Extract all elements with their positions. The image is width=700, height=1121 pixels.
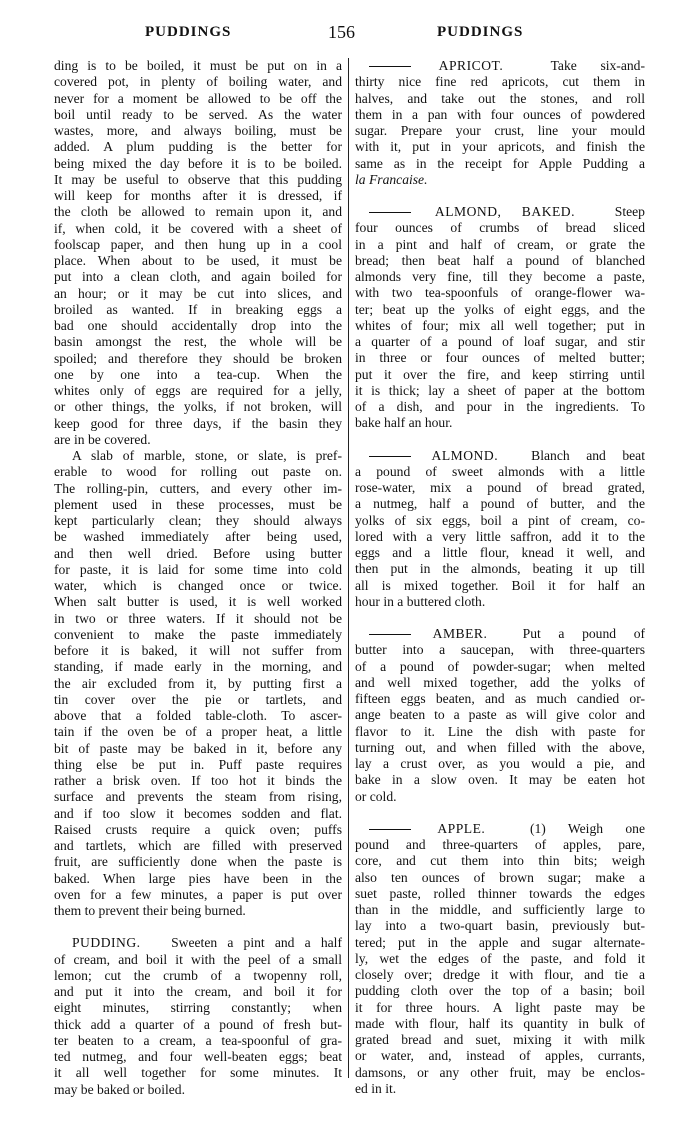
text-line: water, which is changed once or twice.: [54, 578, 342, 593]
recipe-first-line: [54, 935, 342, 951]
text-line: convenient to make the paste immediately: [54, 626, 342, 642]
text-line: for paste, it is laid for some time into cold: [54, 561, 342, 577]
text-line: a nutmeg, half a pound of butter, and the: [355, 496, 645, 512]
text-line: being mixed the day before it is to be boiled.: [54, 155, 342, 171]
text-line: yolks of six eggs, boil a pint of cream, co-: [355, 512, 645, 528]
text-line: closely over; dredge it with flour, and tie a: [355, 967, 645, 982]
recipe-entry-apple: [355, 821, 645, 1097]
recipe-first-line: [355, 448, 645, 464]
text-line: the air excluded from it, by putting first a: [54, 675, 342, 691]
text-line: bread; then beat half a pound of blanched: [355, 252, 645, 268]
text-line: them in a pan with four ounces of powdered: [355, 106, 645, 122]
text-line: pudding cloth over the top of a basin; boil: [355, 983, 645, 999]
recipe-first-line: [355, 204, 645, 220]
recipe-first-line-text: Put a pound of: [522, 626, 646, 641]
text-line: lored with a very little saffron, add it to the: [355, 528, 645, 544]
text-line: thirty nice fine red apricots, cut them in: [355, 74, 645, 90]
text-line: kept particularly clean; they should always: [54, 513, 342, 528]
text-line: in two or three waters. If it should not be: [54, 610, 342, 626]
text-line: added. A plum pudding is the better for: [54, 139, 342, 155]
recipe-entry-amber: [355, 626, 645, 805]
text-line: an hour; or it may be cut into slices, and: [54, 285, 342, 301]
ditto-dash: [369, 212, 411, 213]
text-line: keep good for three days, if the basin they: [54, 415, 342, 431]
text-line: of a dish, and pour in the ingredients. To: [355, 399, 645, 414]
text-line: of cream, and boil it with the peel of a small: [54, 951, 342, 967]
recipe-first-line: [355, 58, 645, 74]
text-line: ding is to be boiled, it must be put on in a: [54, 58, 342, 73]
text-line: or other things, the yolks, if not broken, will: [54, 399, 342, 415]
text-line: lemon; cut the crumb of a twopenny roll,: [54, 967, 342, 983]
text-line: rose-water, mix a pound of bread grated,: [355, 480, 645, 495]
text-line: whites of four; mix all well together; put in: [355, 317, 645, 333]
text-line: lay into a two-quart basin, previously but-: [355, 918, 645, 934]
text-line: place. When about to be used, it must be: [54, 253, 342, 268]
text-line: The rolling-pin, cutters, and every other im-: [54, 480, 342, 496]
text-line: grated bread and suet, mixing it with milk: [355, 1032, 645, 1047]
text-line: it is thick; lay a sheet of paper at the bottom: [355, 382, 645, 398]
text-line: never for a moment be allowed to be off the: [54, 90, 342, 106]
text-line: be washed immediately after being used,: [54, 529, 342, 545]
text-line: bake half an hour.: [355, 415, 453, 431]
text-line: a quarter of a pound of loaf sugar, and stir: [355, 334, 645, 349]
text-line: of a pound of powder-sugar; when melted: [355, 658, 645, 674]
recipe-entry-almond: [355, 448, 645, 611]
recipe-first-line: [355, 626, 645, 642]
text-line: surface and prevents the steam from rising,: [54, 789, 342, 805]
text-line: them to prevent their being burned.: [54, 903, 246, 918]
text-line: covered pot, in plenty of boiling water, and: [54, 74, 342, 90]
text-line: made with flour, half its quantity in bulk of: [355, 1015, 645, 1031]
recipe-entry-apricot: [355, 58, 645, 188]
text-line: put it over the fire, and keep stirring until: [355, 366, 645, 382]
text-line: spoiled; and therefore they should be broken: [54, 350, 342, 366]
text-line: all is mixed together. Boil it for half an: [355, 577, 645, 593]
text-line: sugar. Prepare your crust, line your mould: [355, 123, 645, 138]
running-head-right: PUDDINGS: [437, 24, 524, 40]
recipe-first-line-text: (1) Weigh one: [529, 820, 646, 836]
text-line: four ounces of crumbs of bread sliced: [355, 220, 645, 236]
text-line: and if too slow it becomes sodden and flat.: [54, 805, 342, 821]
text-line: same as in the receipt for Apple Pudding a: [355, 155, 645, 171]
text-line: bake in a slow oven. It may be eaten hot: [355, 772, 645, 788]
text-line: ter; beat up the yolks of eight eggs, and the: [355, 301, 645, 317]
recipe-entry-pudding: [54, 935, 342, 1098]
recipe-entry-almond-baked: [355, 204, 645, 432]
recipe-title: ALMOND.: [431, 447, 499, 463]
text-line: pound and three-quarters of apples, pare,: [355, 837, 645, 852]
slab-paragraph: [54, 448, 342, 919]
text-line: ter beaten to a cream, a tea-spoonful of gra-: [54, 1032, 342, 1048]
text-line: oven for a few minutes, a paper is put over: [54, 886, 342, 902]
ditto-dash: [369, 66, 411, 67]
text-line: than in the middle, and sufficiently large to: [355, 902, 645, 917]
text-line: fifteen eggs beaten, and as much candied or-: [355, 691, 645, 706]
text-line: erable to wood for rolling out paste on.: [54, 464, 342, 480]
text-line: put into a clean cloth, and again boiled for: [54, 269, 342, 285]
text-line: fruit, are sufficiently done when the paste is: [54, 854, 342, 870]
text-line: ted nutmeg, and four well-beaten eggs; beat: [54, 1049, 342, 1064]
text-line: foolscap paper, and then hung up in a cool: [54, 236, 342, 252]
text-line: eight minutes, stirring constantly; when: [54, 1000, 342, 1016]
text-line: the cloth be allowed to remain upon it, and: [54, 204, 342, 220]
recipe-first-line-text: Sweeten a pint and a half: [171, 935, 342, 951]
recipe-first-line: [355, 821, 645, 837]
text-line: tered; put in the apple and sugar alternate-: [355, 934, 645, 950]
text-line: are in be covered.: [54, 431, 151, 447]
text-line: tin cover over the pie or tartlets, and: [54, 691, 342, 707]
text-line: halves, and take out the stones, and roll: [355, 90, 645, 106]
text-line: ly, wet the edges of the paste, and fold it: [355, 950, 645, 966]
text-line: turning out, and when filled with the above,: [355, 739, 645, 755]
text-line: ange beaten to a paste as will give color and: [355, 707, 645, 723]
text-line: it for three hours. A light paste may be: [355, 999, 645, 1015]
text-line: When salt butter is used, it is well worked: [54, 594, 342, 610]
text-line: Raised crusts require a quick oven; puffs: [54, 821, 342, 837]
text-line: baked. When large pies have been in the: [54, 870, 342, 886]
text-line: broiled as wanted. If in breaking eggs a: [54, 301, 342, 317]
recipe-title: ALMOND, BAKED.: [434, 204, 576, 219]
recipe-title: APPLE.: [437, 820, 486, 836]
italic-line: [355, 172, 645, 188]
text-line: bad one should accidentally drop into the: [54, 318, 342, 333]
continued-pudding-paragraph: [54, 58, 342, 448]
text-line: then put in the almonds, beating it up till: [355, 561, 645, 577]
text-line: boil until ready to be served. As the water: [54, 106, 342, 122]
text-line: butter into a saucepan, with three-quarters: [355, 642, 645, 658]
recipe-first-line-text: Blanch and beat: [531, 447, 645, 463]
text-line: damsons, or any other fruit, may be enclos-: [355, 1064, 645, 1080]
text-line: plement used in these processes, must be: [54, 496, 342, 512]
text-line: standing, if made early in the morning, and: [54, 659, 342, 675]
ditto-dash: [369, 829, 411, 830]
text-line: with two tea-spoonfuls of orange-flower wa-: [355, 285, 645, 301]
recipe-first-line-text: Take six-and-: [550, 58, 645, 73]
text-line: a pound of sweet almonds with a little: [355, 463, 645, 479]
text-line: It may be useful to observe that this pudding: [54, 171, 342, 187]
running-head: [0, 24, 700, 46]
page-number: 156: [328, 22, 355, 42]
text-line: eggs and a little flour, knead it well, and: [355, 545, 645, 560]
ditto-dash: [369, 634, 411, 635]
text-line: in three or four ounces of melted butter;: [355, 350, 645, 366]
text-line: and then well dried. Before using butter: [54, 545, 342, 561]
text-line: thick add a quarter of a pound of fresh but-: [54, 1016, 342, 1032]
text-line: also ten ounces of brown sugar; make a: [355, 869, 645, 885]
ditto-dash: [369, 456, 411, 457]
text-line: or cold.: [355, 788, 397, 804]
text-line: if, when cold, it be covered with a sheet of: [54, 220, 342, 236]
text-line: above that a folded table-cloth. To ascer-: [54, 708, 342, 723]
text-line: flavor to it. Line the dish with paste for: [355, 723, 645, 739]
text-line: hour in a buttered cloth.: [355, 593, 486, 609]
text-line: A slab of marble, stone, or slate, is pref-: [72, 448, 342, 463]
text-line: in a pint and half of cream, or grate the: [355, 236, 645, 252]
text-line: ed in it.: [355, 1080, 397, 1096]
text-line: and tartlets, which are filled with preserved: [54, 838, 342, 853]
text-line: or water, and, instead of apples, currants,: [355, 1048, 645, 1064]
left-column: [54, 58, 342, 1098]
recipe-title: APRICOT.: [438, 58, 504, 73]
text-line: and put it into the cream, and boil it for: [54, 984, 342, 999]
running-head-left: PUDDINGS: [145, 24, 232, 40]
right-column: [355, 58, 645, 1097]
text-line: tain if the oven be of a proper heat, a little: [54, 724, 342, 740]
recipe-title: AMBER.: [432, 626, 488, 641]
recipe-title: PUDDING.: [72, 935, 141, 951]
text-line: rather a brisk oven. If too hot it binds the: [54, 773, 342, 788]
column-divider: [348, 58, 349, 1078]
text-line: almonds very fine, till they become a paste,: [355, 269, 645, 284]
text-line: suet paste, rolled thinner towards the edges: [355, 885, 645, 901]
text-line: and well mixed together, add the yolks of: [355, 674, 645, 690]
text-line: will keep for months after it is dressed, if: [54, 188, 342, 203]
text-line: thing else be put in. Puff paste requires: [54, 756, 342, 772]
text-line: bit of paste may be baked in it, before any: [54, 740, 342, 756]
text-line: one by one into a tea-cup. When the: [54, 366, 342, 382]
recipe-first-line-text: Steep: [614, 204, 645, 219]
text-line: whites only of eggs are required for a jelly,: [54, 383, 342, 398]
text-line: may be baked or boiled.: [54, 1081, 185, 1097]
text-line: with it, put in your apricots, and finish the: [355, 139, 645, 155]
text-line: it all well together for some minutes. It: [54, 1065, 342, 1081]
text-line: basin amongst the rest, the whole will be: [54, 334, 342, 350]
text-line: wastes, more, and always boiling, must be: [54, 123, 342, 138]
text-line: core, and cut them into thin bits; weigh: [355, 853, 645, 869]
italic-text: la Francaise.: [355, 171, 428, 187]
text-line: lay a crust over, as you would a pie, and: [355, 756, 645, 771]
text-line: before it is baked, it will not suffer from: [54, 643, 342, 658]
